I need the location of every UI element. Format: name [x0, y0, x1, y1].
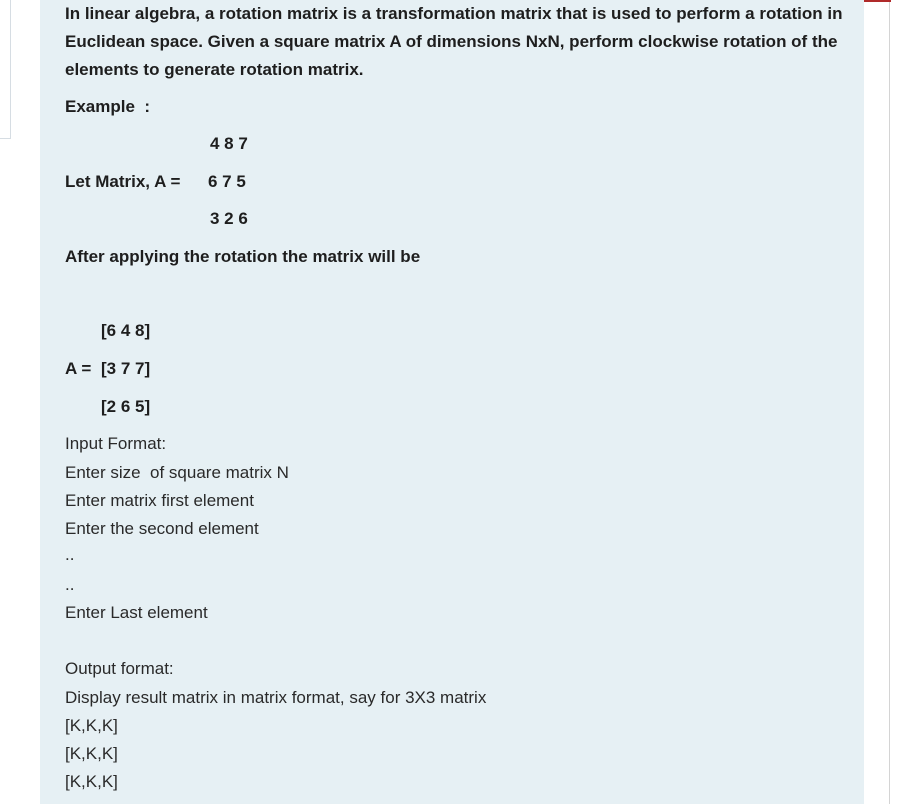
matrix-row-1: 4 8 7: [210, 134, 248, 153]
after-rotation-text: After applying the rotation the matrix will be: [65, 247, 421, 266]
matrix-row-2: 6 7 5: [208, 172, 246, 191]
result-row-2: [3 7 7]: [101, 359, 151, 378]
output-row: [K,K,K]: [65, 716, 118, 735]
output-description: Display result matrix in matrix format, say for 3X3 matrix: [65, 688, 487, 707]
result-row-3: [2 6 5]: [101, 397, 151, 416]
matrix-label: Let Matrix, A =: [65, 172, 186, 191]
result-row-1: [6 4 8]: [101, 321, 151, 340]
input-line: ..: [65, 545, 75, 564]
scroll-divider: [889, 0, 890, 804]
output-format-heading: Output format:: [65, 659, 174, 678]
intro-text-1: In linear algebra, a: [65, 4, 220, 23]
input-line: Enter Last element: [65, 603, 208, 622]
result-label: A =: [65, 359, 97, 378]
question-panel: [40, 0, 864, 804]
intro-term: rotation matrix: [219, 4, 339, 23]
output-row: [K,K,K]: [65, 772, 118, 791]
left-panel-edge: [0, 0, 11, 139]
input-line: ..: [65, 575, 75, 594]
input-format-heading: Input Format:: [65, 434, 167, 453]
input-line: Enter size of square matrix N: [65, 463, 289, 482]
input-line: Enter matrix first element: [65, 491, 254, 510]
matrix-row-3: 3 2 6: [210, 209, 248, 228]
intro-text-2: is a transformation matrix that is used to perform a rotation in Euclidean space. Given a square matrix A of dimensions NxN, perform clockwise rotation of the elements to generate rotation matrix.: [65, 4, 843, 79]
example-heading: Example :: [65, 97, 151, 116]
output-row: [K,K,K]: [65, 744, 118, 763]
input-line: Enter the second element: [65, 519, 259, 538]
problem-intro: [65, 0, 855, 84]
